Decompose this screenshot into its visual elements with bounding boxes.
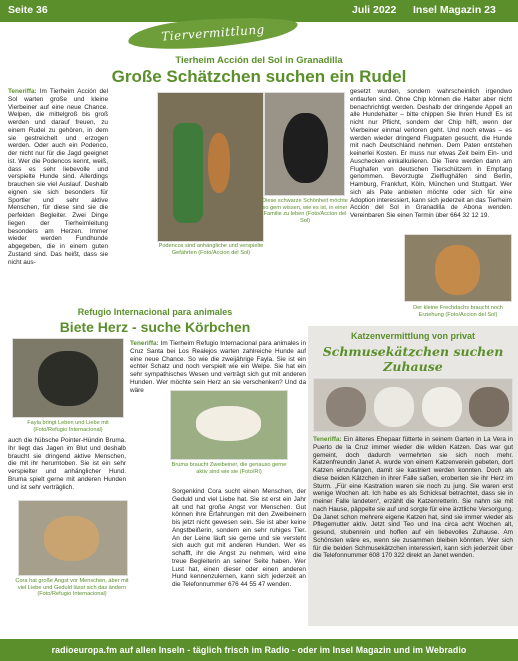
footer-bar	[0, 639, 518, 661]
bruma-dog	[196, 406, 261, 441]
article1-col1-text: Im Tierheim Acción del Sol warten große und kleine Vierbeiner auf eine neue Chance. Welpen, die mittelgroß bis groß werden und darauf freuen, zu einem Rudel zu gehören, in dem sie gestreichelt und erzogen werden. Oder auch ein Podenco, der nicht nur für die Jagd geeignet ist. Wer die Podencos kennt, weiß, dass es sehr liebevolle und verspielte Hunde sind. Allerdings brauchen sie viel Auslauf. Deshalb eignen sie sich besonders für Sportler und sehr aktive Menschen, für diese sind sie die perfekten Begleiter. Zwei Dinge liegen der Tierheimleitung besonders am Herzen. Immer wieder werden Fundhunde abgegeben, die in einem guten Zustand sind. Das heißt, dass sie nicht aus-	[8, 88, 108, 266]
caption-cora: Cora hat große Angst vor Menschen, aber mit viel Liebe und Geduld lässt sich das ändern (Foto/Refugio Internacional)	[15, 578, 129, 597]
article3-body	[313, 436, 513, 622]
article1-col3: gesetzt wurden, sondern wahrscheinlich irgendwo entlaufen sind. Ohne Chip können die Halter aber nicht benachrichtigt werden. Deshalb der dringende Appell an alle Hundehalter – bitte chippen Sie Ihren Hund! Es ist nicht nur Pflicht, sondern der Chip hilft, wenn der Vierbeiner einmal verloren geht. Und noch etwas – es werden wieder dringend Flugpaten gesucht, die Hunde mit nach Deutschland nehmen. Dem Paten entstehen keinerlei Kosten. Er muss nur etwas Zeit beim Ein- und Auschecken einkalkulieren. Die Tiere werden dann am Flughafen von deutschen Tierschützern in Empfang genommen. Bevorzugte Zielflughäfen sind Berlin, Hamburg, Frankfurt, Köln, München und Stuttgart. Wer sich als Pate anbieten möchte oder sich für eine Adoption interessiert, kann sich jederzeit an das Tierheim Acción del Sol in Granadilla de Abona wenden. Vereinbaren Sie einen Termin über 664 32 12 19.	[350, 88, 512, 219]
photo-puppy	[404, 234, 512, 302]
person-figure	[173, 123, 203, 223]
caption-bruma: Bruma braucht Zweibeiner, die genauso gerne aktiv sind wie sie (Foto/RI)	[171, 462, 287, 475]
fayla-dog	[38, 351, 98, 406]
article2-col2a-text: Im Tierheim Refugio Internacional para animales in Cruz Santa bei Los Realejos warten zahlreiche Hunde auf eine neue Chance. So wie die zweijährige Fayla. Sie ist ein echter Schatz und noch verspielt wie ein Welpe. Sie hat ein sehr sympathisches Wesen und verträgt sich gut mit anderen Hunden. Wer möchte sein Herz an sie verschenken? Und da wäre	[130, 340, 306, 394]
kitten-1	[326, 387, 366, 427]
photo-podenco	[157, 92, 264, 242]
caption-podenco: Podencos sind anhängliche und verspielte Gefährten (Foto/Accion del Sol)	[158, 243, 264, 256]
article2-kicker: Refugio Internacional para animales	[77, 307, 233, 317]
article2-title: Biete Herz - suche Körbchen	[59, 319, 251, 335]
photo-fayla	[12, 338, 124, 418]
kitten-2	[374, 387, 414, 427]
article3-body-text: Ein älteres Ehepaar fütterte in seinem Garten in La Vera in Puerto de la Cruz immer wieder die wilden Katzen. Das war gut gemeint, doch dadurch vermehrten sie sich noch mehr. Katzenfreundin Janet A. wurde von einem Katzenverein gebeten, dort Katzen einzufangen, damit sie kastriert werden konnten. Doch als diese beiden Kätzchen in ihrer Falle saßen, eroberten sie ihr Herz im Sturm. „Für eine Kastration waren sie noch zu jung. Sie waren erst wenige Wochen alt. Ich habe es als Schicksal betrachtet, dass sie in meiner Falle landeten“, erzählt die Katzenretterin. Sie nahm sie mit nach Hause, päppelte sie auf und sorgte für eine ärztliche Versorgung. Da Janet schon mehrere eigene Katzen hat, sind sie immer wieder als Pflegemutter aktiv. Jetzt sind Teo und Ina circa acht Wochen alt, gesund, stubenrein und hoffen auf ein liebevolles Zuhause. Am Schönsten wäre es, wenn sie zusammen bleiben könnten. Wer sich für die beiden Schmusekätzchen interessiert, kann sich jederzeit über die Telefonnummer 608 170 322 direkt an Janet wenden.	[313, 436, 513, 560]
photo-kittens	[313, 378, 513, 432]
puppy	[435, 245, 480, 295]
lead-label: Teneriffa:	[8, 88, 37, 95]
lead-label-2: Teneriffa:	[130, 340, 159, 347]
caption-fayla: Fayla bringt Leben und Liebe mit (Foto/Refugio Internacional)	[27, 420, 109, 433]
kitten-3	[422, 387, 462, 427]
kitten-4	[469, 387, 509, 427]
cat-article-box	[308, 326, 518, 626]
page-number: Seite 36	[8, 4, 48, 16]
footer-text: radioeuropa.fm auf allen Inseln - täglich frisch im Radio - oder im Insel Magazin und im Webradio	[51, 645, 467, 655]
section-title: Tiervermittlung	[160, 22, 266, 44]
article1-title: Große Schätzchen suchen ein Rudel	[111, 67, 407, 86]
article1-col1	[8, 88, 108, 298]
caption-black-dog: Diese schwarze Schönheit möchte so gern wissen, wie es ist, in einer Familie zu leben (Foto/Accion del Sol)	[262, 198, 348, 224]
caption-puppy: Der kleine Frechdachs braucht noch Erziehung (Foto/Accion del Sol)	[413, 305, 503, 318]
photo-bruma	[170, 390, 288, 460]
photo-cora	[18, 500, 128, 576]
photo-black-dog	[264, 92, 345, 196]
article3-title: Schmusekätzchen suchen Zuhause	[322, 344, 504, 374]
lead-label-3: Teneriffa:	[313, 436, 342, 443]
article2-col1: auch die hübsche Pointer-Hündin Bruma. Ihr liegt das Jagen im Blut und deshalb braucht sie dringend aktive Menschen, die mit ihr herumtoben. Sie ist ein sehr verspielter und anhänglicher Hund. Bruma spielt gerne mit anderen Hunden und ist sehr verträglich.	[8, 437, 126, 491]
issue-date: Juli 2022	[352, 4, 397, 16]
article1-kicker: Tierheim Acción del Sol in Granadilla	[175, 55, 343, 66]
cora-dog	[44, 516, 99, 561]
magazine-name: Insel Magazin 23	[413, 4, 496, 16]
article3-kicker: Katzenvermittlung von privat	[350, 331, 476, 341]
article2-col2b: Sorgenkind Cora sucht einen Menschen, der Geduld und viel Liebe hat. Sie ist erst ein Jahr alt und hat große Angst vor Menschen. Gut können ihre Erfahrungen mit den Zweibeinern bis jetzt nicht gewesen sein. Sie ist aber keine Angstbeißerin, sondern ein sehr ruhiges Tier. An der Leine läuft sie gerne und sie versteht sich auch gut mit anderen Hunden. Wer es schafft, ihr die Angst zu nehmen, wird eine treue Begleiterin an seiner Seite haben. Wer Lust hat, einen dieser oder einen anderen Hund kennenzulernen, kann sich jederzeit an die Telefonnummer 676 44 55 47 wenden.	[172, 488, 306, 588]
black-dog	[283, 113, 328, 183]
podenco-dog	[208, 133, 230, 193]
